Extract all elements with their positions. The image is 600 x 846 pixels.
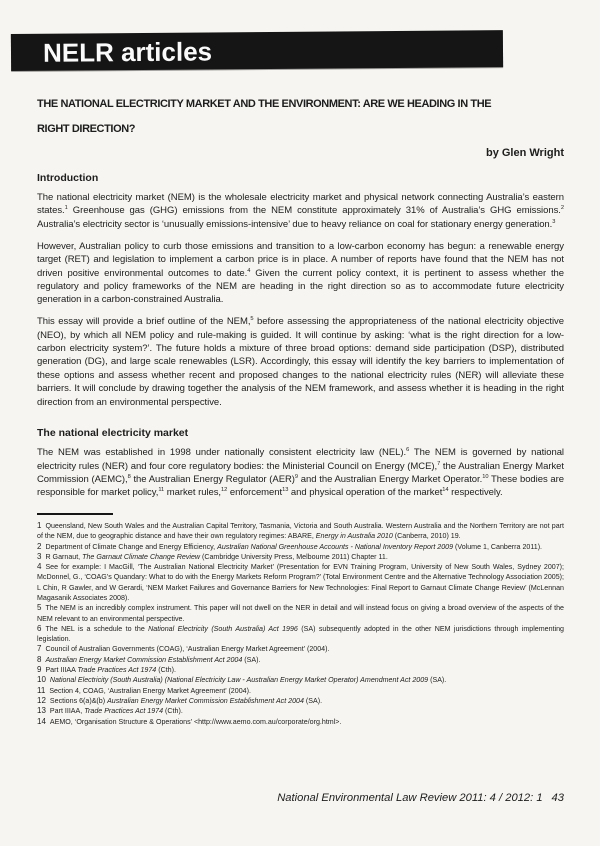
footnote-text: Sections 6(a)&(b) Australian Energy Market Commission Establishment Act 2004 (SA).	[49, 696, 323, 705]
article-title-line-2: RIGHT DIRECTION?	[37, 123, 136, 135]
footnote-number: 9	[37, 665, 42, 675]
footnote	[37, 717, 564, 727]
footnote-list	[37, 521, 564, 727]
footnote-text: Department of Climate Change and Energy Efficiency, Australian National Greenhouse Accounts - National Inventory Report 2009 (Volume 1, Canberra 2011).	[45, 542, 543, 551]
footnote	[37, 665, 564, 675]
footnote-text: R Garnaut, The Garnaut Climate Change Review (Cambridge University Press, Melbourne 2011) Chapter 11.	[45, 552, 388, 561]
page-footer	[277, 792, 564, 804]
journal-citation: National Environmental Law Review 2011: 4 / 2012: 1	[277, 792, 543, 804]
intro-paragraph-1: The national electricity market (NEM) is the wholesale electricity market and physical network connecting Australia’s eastern states.$^1$ Greenhouse gas (GHG) emissions from the NEM constitute approximately 31% of Australia’s GHG emissions.$^2$ Australia’s electricity sector is ‘unusually emissions-intensive’ due to heavy reliance on coal for stationary energy generation.$^3$	[37, 192, 564, 230]
footnote-number: 4	[37, 562, 42, 572]
footnote-text: Part IIIAA Trade Practices Act 1974 (Cth).	[45, 666, 176, 675]
article-title	[37, 92, 564, 142]
footnote	[37, 696, 564, 706]
footnote-text: The NEL is a schedule to the National Electricity (South Australia) Act 1996 (SA) subsequently adopted in the other NEM jurisdictions through implementing legislation.	[37, 624, 564, 644]
footnote-number: 7	[37, 644, 42, 654]
page-number: 43	[551, 792, 564, 804]
article-body	[37, 92, 564, 727]
footnote-separator-rule	[37, 513, 113, 515]
footnote-text: Part IIIAA, Trade Practices Act 1974 (Cth).	[49, 707, 183, 716]
banner-label: NELR articles	[42, 35, 213, 68]
footnote	[37, 706, 564, 716]
footnote	[37, 603, 564, 624]
nelr-articles-banner	[11, 30, 503, 71]
intro-paragraph-2: However, Australian policy to curb those emissions and transition to a low-carbon economy has begun: a renewable energy target (RET) and legislation to implement a carbon price is in place. A number of reports have found that the NEM has not driven positive environmental outcomes to date.$^4$ Given the current policy context, it is pertinent to assess whether the regulatory and policy frameworks of the NEM are heading in the right direction so as to accommodate future electricity generation in a carbon-constrained Australia.	[37, 240, 565, 306]
footnote-number: 14	[37, 716, 46, 726]
footnote	[37, 655, 564, 665]
footnote-text: Queensland, New South Wales and the Australian Capital Territory, Tasmania, Victoria and South Australia. Western Australia and the Northern Territory are not part of the NEM, due to geographic distance and have their own regulatory regimes: ABARE, Energy in Australia 2010 (Canberra, 2010) 19.	[37, 521, 564, 541]
article-byline: by Glen Wright	[485, 147, 564, 159]
footnote	[37, 552, 564, 562]
footnote-text: Council of Australian Governments (COAG), ‘Australian Energy Market Agreement’ (2004).	[45, 645, 330, 654]
article-title-line-1: THE NATIONAL ELECTRICITY MARKET AND THE ENVIRONMENT: ARE WE HEADING IN THE	[37, 98, 492, 110]
footnote-text: Section 4, COAG, ‘Australian Energy Market Agreement’ (2004).	[49, 686, 251, 695]
footnote-number: 10	[37, 675, 46, 685]
footnote-number: 3	[37, 551, 42, 561]
footnote-number: 12	[37, 695, 46, 705]
footnote	[37, 562, 564, 603]
footnote-number: 11	[37, 685, 46, 695]
footnote-number: 8	[37, 654, 42, 664]
footnote-number: 13	[37, 706, 46, 716]
footnote-number: 6	[37, 623, 42, 633]
footnote-text: AEMO, ‘Organisation Structure & Operations’ <http://www.aemo.com.au/corporate/org.html>.	[49, 717, 342, 726]
footnote-text: National Electricity (South Australia) (National Electricity Law - Australian Energy Market Operator) Amendment Act 2009 (SA).	[49, 676, 447, 685]
footnote-number: 1	[37, 520, 42, 530]
footnote	[37, 521, 564, 542]
footnote	[37, 644, 564, 654]
footnote-number: 2	[37, 541, 42, 551]
footnote	[37, 686, 564, 696]
footnote	[37, 675, 564, 685]
footnote	[37, 624, 564, 645]
nem-paragraph: The NEM was established in 1998 under nationally consistent electricity law (NEL).$^6$ The NEM is governed by national electricity rules (NER) and four core regulatory bodies: the Ministerial Council on Energy (MCE),$^7$ the Australian Energy Market Commission (AEMC),$^8$ the Australian Energy Regulator (AER)$^9$ and the Australian Energy Market Operator.$^{10}$ These bodies are responsible for market policy,$^{11}$ market rules,$^{12}$ enforcement$^{13}$ and physical operation of the market$^{14}$ respectively.	[37, 446, 564, 499]
footnote-text: Australian Energy Market Commission Establishment Act 2004 (SA).	[45, 655, 261, 664]
footnote-text: See for example: I MacGill, ‘The Australian National Electricity Market’ (Presentation for EVN Training Program, University of New South Wales, Sydney 2007); McDonnel, G., ‘COAG’s Quandary: What to do with the Energy Markets Reform Program?’ (Total Environment Centre and the Alternative Technology Association 2005); L Chin, R Gawler, and W Gerardi, ‘NEM Market Failures and Governance Barriers for New Technologies: Final Report to Garnaut Climate Change Review’ (McLennan Magasanik Associates 2008).	[37, 563, 564, 602]
intro-paragraph-3: This essay will provide a brief outline of the NEM,$^5$ before assessing the appropriateness of the national electricity objective (NEO), by which all NEM policy and rule-making is guided. It will continue by asking: ‘what is the right direction for a low-carbon electricity system?’. The future holds a mixture of three broad options: demand side participation (DSP), distributed generation (DG), and large scale renewables (LSR). Accordingly, this essay will identify the key barriers to implementation of these options and assess whether recent and proposed changes to the national electricity rules (NER) will alleviate these barriers. It will conclude by drawing together the analysis of the NEM framework, and assess whether it is heading in the right direction from an environmental perspective.	[37, 316, 564, 408]
heading-national-electricity-market: The national electricity market	[37, 427, 189, 440]
footnote-text: The NEM is an incredibly complex instrument. This paper will not dwell on the NER in detail and will instead focus on giving a broad overview of the aspects of the NEM relevant to an environmental perspective.	[37, 604, 564, 623]
footnote-number: 5	[37, 603, 42, 613]
heading-introduction: Introduction	[37, 172, 99, 184]
footnote	[37, 542, 564, 552]
